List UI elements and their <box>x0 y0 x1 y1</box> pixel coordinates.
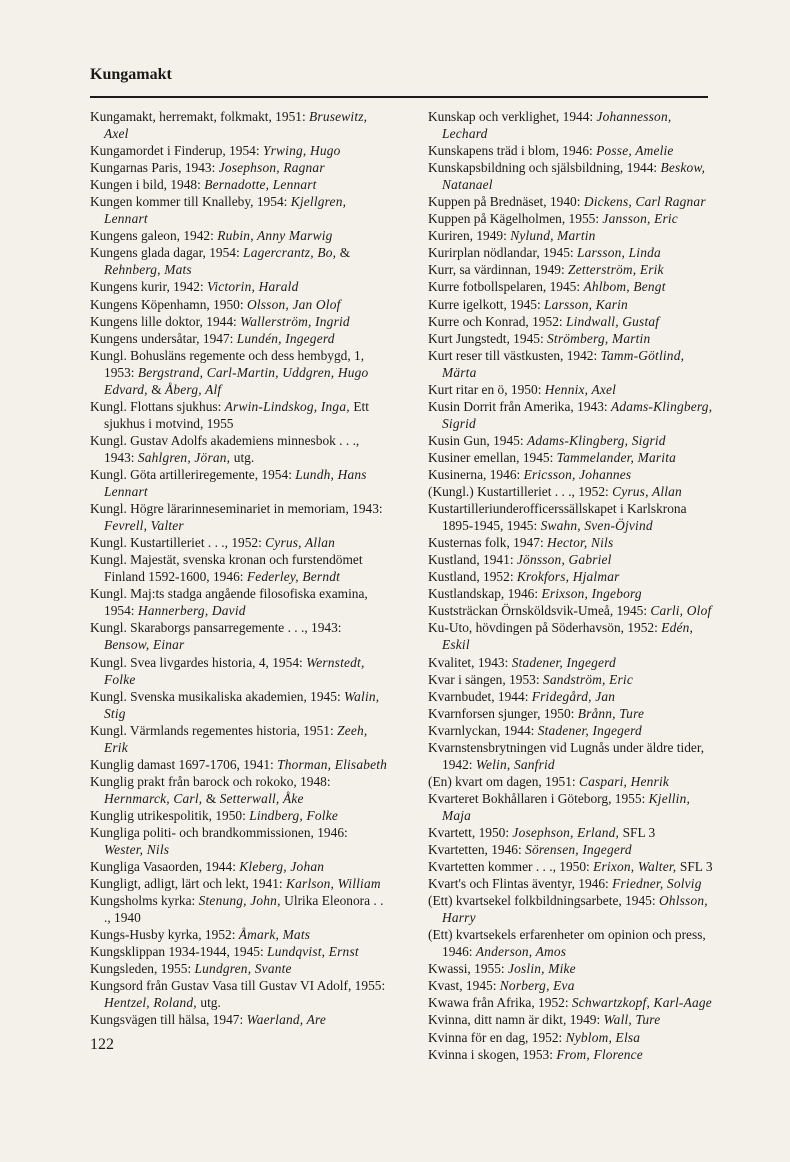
entry-title: Kungsord från Gustav Vasa till Gustav VI Adolf, 1955: <box>90 978 386 994</box>
index-entry <box>90 773 390 807</box>
entry-title: Kungl. Kustartilleriet . . ., 1952: <box>90 535 266 551</box>
index-entry <box>90 466 390 500</box>
index-entry <box>428 278 718 295</box>
entry-author: Hentzel, Roland, <box>104 995 201 1011</box>
entry-author: Caspari, Henrik <box>578 773 670 789</box>
entry-author: Kjellgren, Lennart <box>104 194 347 227</box>
entry-author: Yrwing, Hugo <box>262 143 341 159</box>
index-entry <box>428 142 718 159</box>
entry-title: Kungens lille doktor, 1944: <box>90 313 241 329</box>
index-entry <box>90 534 390 551</box>
entry-note: SFL 3 <box>679 859 713 875</box>
entry-author: Swahn, Sven-Öjvind <box>540 518 653 534</box>
entry-note: Ett sjukhus i motvind, 1955 <box>104 398 369 431</box>
index-entry <box>428 688 718 705</box>
index-entry <box>428 227 718 244</box>
entry-author: Federley, Berndt <box>246 569 341 585</box>
entry-author: From, Florence <box>556 1046 643 1062</box>
index-entry <box>428 534 718 551</box>
entry-title: Kvarteret Bokhållaren i Göteborg, 1955: <box>428 790 649 806</box>
entry-title: Kungens glada dagar, 1954: <box>90 245 244 261</box>
index-entry <box>90 142 390 159</box>
index-entry <box>90 960 390 977</box>
entry-title: Kustartilleriunderofficerssällskapet i Karlskrona 1895-1945, 1945: <box>428 501 687 534</box>
entry-author: Hennix, Axel <box>544 381 617 397</box>
entry-author: Tammelander, Marita <box>556 449 677 465</box>
index-entry <box>428 619 718 653</box>
entry-author: Lindberg, Folke <box>249 807 338 823</box>
entry-title: Kvarnforsen sjunger, 1950: <box>428 705 578 721</box>
entry-title: Kvartetten, 1946: <box>428 842 526 858</box>
entry-title: Kungl. Majestät, svenska kronan och furstendömet Finland 1592-1600, 1946: <box>90 552 363 585</box>
entry-title: Kungsholms kyrka: <box>90 893 199 909</box>
entry-author: Kjellin, Maja <box>442 790 691 823</box>
entry-author: Beskow, Natanael <box>442 160 706 193</box>
index-entry <box>428 994 718 1011</box>
entry-author: Nylund, Martin <box>510 228 596 244</box>
entry-title: Kwawa från Afrika, 1952: <box>428 995 572 1011</box>
entry-title: Kungl. Maj:ts stadga angående filosofiska examina, 1954: <box>90 586 368 619</box>
entry-author: Karlson, William <box>286 876 381 892</box>
index-entry <box>428 108 718 142</box>
entry-author: Hernmarck, Carl, <box>104 790 206 806</box>
index-entry <box>90 278 390 295</box>
entry-title: Kuppen på Brednäset, 1940: <box>428 194 584 210</box>
entry-author: Carli, Olof <box>650 603 712 619</box>
index-entry <box>428 347 718 381</box>
entry-title: Kungl. Svenska musikaliska akademien, 1945: <box>90 688 345 704</box>
entry-title: Kungliga politi- och brandkommissionen, 1946: <box>90 824 348 840</box>
index-entry <box>428 500 718 534</box>
entry-author: Fridegård, Jan <box>531 688 616 704</box>
entry-author: Lundqvist, Ernst <box>267 944 359 960</box>
entry-title: Kuststräckan Örnsköldsvik-Umeå, 1945: <box>428 603 651 619</box>
index-entry <box>428 705 718 722</box>
entry-title: Kunskapsbildning och själsbildning, 1944: <box>428 160 661 176</box>
right-column <box>428 108 718 1063</box>
entry-author: Stenung, John, <box>198 893 285 909</box>
entry-author: Stadener, Ingegerd <box>511 654 616 670</box>
index-entry <box>90 159 390 176</box>
index-entry <box>90 943 390 960</box>
index-entry <box>90 892 390 926</box>
index-entry <box>428 585 718 602</box>
left-column <box>90 108 390 1029</box>
index-entry <box>428 671 718 688</box>
entry-author: Victorin, Harald <box>207 279 299 295</box>
index-entry <box>428 398 718 432</box>
entry-title: Kungs-Husby kyrka, 1952: <box>90 927 239 943</box>
entry-title: Kungl. Värmlands regementes historia, 1951: <box>90 722 338 738</box>
entry-author: Rehnberg, Mats <box>104 262 192 278</box>
index-entry <box>90 619 390 653</box>
entry-author: Sandström, Eric <box>542 671 633 687</box>
entry-author: Hector, Nils <box>547 535 614 551</box>
index-entry <box>428 551 718 568</box>
entry-title: Kungl. Högre lärarinneseminariet in memoriam, 1943: <box>90 501 383 517</box>
entry-title: Kungen i bild, 1948: <box>90 177 205 193</box>
index-entry <box>90 688 390 722</box>
entry-author: Posse, Amelie <box>596 143 674 159</box>
entry-title: Kvarnbudet, 1944: <box>428 688 532 704</box>
entry-author: Brusewitz, Axel <box>104 109 368 142</box>
entry-author: Lundgren, Svante <box>194 961 292 977</box>
index-entry <box>428 960 718 977</box>
index-entry <box>428 824 718 841</box>
index-entry <box>428 432 718 449</box>
entry-title: Kurirplan nödlandar, 1945: <box>428 245 577 261</box>
entry-title: Kvinna för en dag, 1952: <box>428 1029 566 1045</box>
entry-author: Larsson, Karin <box>544 296 628 312</box>
entry-author: Sahlgren, Jöran, <box>137 449 234 465</box>
index-entry <box>90 807 390 824</box>
entry-title: Kusin Gun, 1945: <box>428 432 527 448</box>
entry-title: Kusinerna, 1946: <box>428 466 524 482</box>
index-entry <box>428 773 718 790</box>
entry-title: Kvast, 1945: <box>428 978 500 994</box>
index-entry <box>90 926 390 943</box>
entry-note: & <box>339 245 351 261</box>
entry-author: Arwin-Lindskog, Inga, <box>224 398 354 414</box>
entry-title: Kungl. Svea livgardes historia, 4, 1954: <box>90 654 307 670</box>
index-entry <box>90 824 390 858</box>
entry-title: Kurt Jungstedt, 1945: <box>428 330 548 346</box>
entry-title: Kungligt, adligt, lärt och lekt, 1941: <box>90 876 286 892</box>
entry-author: Olsson, Jan Olof <box>246 296 341 312</box>
entry-author: Nyblom, Elsa <box>565 1029 641 1045</box>
entry-title: Kvinna i skogen, 1953: <box>428 1046 557 1062</box>
entry-title: Kungamordet i Finderup, 1954: <box>90 143 263 159</box>
entry-title: Kvarnlyckan, 1944: <box>428 722 538 738</box>
entry-author: Jansson, Eric <box>602 211 678 227</box>
entry-title: Kunglig damast 1697-1706, 1941: <box>90 756 278 772</box>
entry-title: (En) kvart om dagen, 1951: <box>428 773 579 789</box>
entry-note: utg. <box>233 449 255 465</box>
entry-author: Erixson, Ingeborg <box>541 586 642 602</box>
entry-title: Kungens Köpenhamn, 1950: <box>90 296 247 312</box>
entry-title: Kusin Dorrit från Amerika, 1943: <box>428 398 611 414</box>
entry-author: Bergstrand, Carl-Martin, Uddgren, Hugo Edvard, <box>104 364 369 397</box>
entry-title: Kurre igelkott, 1945: <box>428 296 545 312</box>
entry-title: Kvarnstensbrytningen vid Lugnås under äldre tider, 1942: <box>428 739 705 772</box>
index-entry <box>428 381 718 398</box>
entry-title: Kungen kommer till Knalleby, 1954: <box>90 194 291 210</box>
index-entry <box>428 244 718 261</box>
entry-author: Anderson, Amos <box>475 944 567 960</box>
entry-title: Ku-Uto, hövdingen på Söderhavsön, 1952: <box>428 620 662 636</box>
entry-author: Lagercrantz, Bo, <box>243 245 340 261</box>
entry-author: Bensow, Einar <box>104 637 185 653</box>
entry-title: Kungarnas Paris, 1943: <box>90 160 219 176</box>
entry-author: Krokfors, Hjalmar <box>516 569 620 585</box>
entry-title: Kvartett, 1950: <box>428 824 513 840</box>
entry-author: Schwartzkopf, Karl-Aage <box>571 995 712 1011</box>
entry-author: Joslin, Mike <box>507 961 576 977</box>
entry-author: Lindwall, Gustaf <box>565 313 660 329</box>
entry-author: Cyrus, Allan <box>265 535 336 551</box>
index-entry <box>90 244 390 278</box>
entry-author: Hannerberg, David <box>137 603 246 619</box>
index-entry <box>428 193 718 210</box>
entry-title: Kurre fotbollspelaren, 1945: <box>428 279 584 295</box>
index-entry <box>428 1029 718 1046</box>
entry-title: Kungl. Flottans sjukhus: <box>90 398 225 414</box>
entry-author: Åberg, Alf <box>164 381 222 397</box>
entry-title: Kunskapens träd i blom, 1946: <box>428 143 597 159</box>
entry-title: Kunskap och verklighet, 1944: <box>428 109 597 124</box>
index-entry <box>428 875 718 892</box>
index-entry <box>90 347 390 398</box>
index-entry <box>428 790 718 824</box>
page-number: 122 <box>90 1036 114 1053</box>
entry-author: Cyrus, Allan <box>612 484 682 500</box>
index-entry <box>90 585 390 619</box>
entry-title: (Ett) kvartsekel folkbildningsarbete, 1945: <box>428 893 659 909</box>
entry-title: Kungens undersåtar, 1947: <box>90 330 237 346</box>
entry-title: Kvar i sängen, 1953: <box>428 671 543 687</box>
entry-author: Waerland, Are <box>246 1012 327 1028</box>
entry-author: Wall, Ture <box>603 1012 661 1028</box>
entry-author: Ohlsson, Harry <box>442 893 708 926</box>
entry-title: Kurre och Konrad, 1952: <box>428 313 566 329</box>
entry-author: Wernstedt, Folke <box>104 654 365 687</box>
index-entry <box>90 756 390 773</box>
entry-title: Kungl. Gustav Adolfs akademiens minnesbok . . ., 1943: <box>90 432 360 465</box>
entry-author: Zeeh, Erik <box>104 722 368 755</box>
index-entry <box>428 1011 718 1028</box>
entry-author: Fevrell, Valter <box>104 518 184 534</box>
entry-title: (Ett) kvartsekels erfarenheter om opinion och press, 1946: <box>428 927 706 960</box>
entry-author: Rubin, Anny Marwig <box>217 228 333 244</box>
entry-title: Kungsklippan 1934-1944, 1945: <box>90 944 268 960</box>
entry-title: Kusiner emellan, 1945: <box>428 449 557 465</box>
entry-author: Erixon, Walter, <box>593 859 680 875</box>
entry-title: Kustlandskap, 1946: <box>428 586 542 602</box>
entry-author: Josephson, Ragnar <box>218 160 325 176</box>
entry-note: utg. <box>200 995 221 1011</box>
index-entry <box>428 330 718 347</box>
index-entry <box>428 926 718 960</box>
index-entry <box>428 159 718 193</box>
entry-author: Lundén, Ingegerd <box>236 330 335 346</box>
entry-author: Wallerström, Ingrid <box>240 313 350 329</box>
entry-title: Kwassi, 1955: <box>428 961 508 977</box>
entry-author: Lundh, Hans Lennart <box>104 466 367 500</box>
index-entry <box>90 296 390 313</box>
index-entry <box>428 1046 718 1063</box>
index-entry <box>90 227 390 244</box>
entry-author: Adams-Klingberg, Sigrid <box>442 398 713 431</box>
entry-title: Kurr, sa värdinnan, 1949: <box>428 262 569 278</box>
entry-author: Tamm-Götlind, Märta <box>442 347 685 380</box>
entry-author: Strömberg, Martin <box>547 330 651 346</box>
index-entry <box>428 858 718 875</box>
entry-title: Kungliga Vasaorden, 1944: <box>90 859 240 875</box>
entry-title: Kustland, 1952: <box>428 569 517 585</box>
index-entry <box>428 296 718 313</box>
index-entry <box>90 722 390 756</box>
index-entry <box>428 466 718 483</box>
index-entry <box>428 568 718 585</box>
entry-author: Welin, Sanfrid <box>475 756 555 772</box>
index-entry <box>428 654 718 671</box>
entry-author: Dickens, Carl Ragnar <box>583 194 706 210</box>
entry-title: Kungl. Bohusläns regemente och dess hembygd, 1, 1953: <box>90 347 365 380</box>
entry-title: Kustland, 1941: <box>428 552 517 568</box>
entry-author: Setterwall, Åke <box>219 790 304 806</box>
index-entry <box>90 398 390 432</box>
entry-author: Ahlbom, Bengt <box>583 279 666 295</box>
entry-note: & <box>151 381 165 397</box>
entry-title: Kungamakt, herremakt, folkmakt, 1951: <box>90 109 310 124</box>
entry-title: Kunglig prakt från barock och rokoko, 1948: <box>90 773 331 789</box>
entry-author: Edén, Eskil <box>442 620 694 653</box>
entry-title: Kvart's och Flintas äventyr, 1946: <box>428 876 613 892</box>
entry-title: Kungsvägen till hälsa, 1947: <box>90 1012 247 1028</box>
entry-author: Friedner, Solvig <box>612 876 702 892</box>
entry-author: Sörensen, Ingegerd <box>525 842 632 858</box>
entry-title: Kungsleden, 1955: <box>90 961 195 977</box>
index-entry <box>428 483 718 500</box>
index-entry <box>90 313 390 330</box>
index-entry <box>428 722 718 739</box>
entry-author: Ericsson, Johannes <box>523 466 632 482</box>
index-entry <box>428 892 718 926</box>
entry-note: Ulrika Eleonora . . ., 1940 <box>104 893 384 926</box>
index-entry <box>90 1011 390 1028</box>
index-entry <box>90 977 390 1011</box>
entry-author: Jönsson, Gabriel <box>516 552 612 568</box>
entry-note: & <box>205 790 220 806</box>
entry-title: Kungl. Skaraborgs pansarregemente . . ., 1943: <box>90 620 342 636</box>
entry-author: Kleberg, Johan <box>239 859 325 875</box>
index-entry <box>90 193 390 227</box>
index-entry <box>90 858 390 875</box>
entry-title: Kungens kurir, 1942: <box>90 279 207 295</box>
entry-title: Kvalitet, 1943: <box>428 654 512 670</box>
page-title: Kungamakt <box>90 66 172 83</box>
index-entry <box>90 654 390 688</box>
index-entry <box>90 108 390 142</box>
entry-title: Kurt ritar en ö, 1950: <box>428 381 545 397</box>
entry-author: Bernadotte, Lennart <box>204 177 317 193</box>
entry-note: SFL 3 <box>622 824 656 840</box>
header-rule <box>90 96 708 98</box>
entry-author: Zetterström, Erik <box>568 262 664 278</box>
index-entry <box>428 261 718 278</box>
index-entry <box>90 500 390 534</box>
entry-author: Wester, Nils <box>104 842 170 858</box>
index-entry <box>90 875 390 892</box>
entry-title: Kvartetten kommer . . ., 1950: <box>428 859 594 875</box>
entry-author: Stadener, Ingegerd <box>537 722 642 738</box>
index-entry <box>428 977 718 994</box>
entry-author: Brånn, Ture <box>577 705 645 721</box>
entry-title: Kungens galeon, 1942: <box>90 228 218 244</box>
entry-author: Åmark, Mats <box>238 927 311 943</box>
index-entry <box>428 841 718 858</box>
entry-title: Kungl. Göta artilleriregemente, 1954: <box>90 466 296 482</box>
entry-title: Kvinna, ditt namn är dikt, 1949: <box>428 1012 604 1028</box>
entry-author: Johannesson, Lechard <box>442 109 672 142</box>
index-entry <box>90 432 390 466</box>
index-entry <box>428 210 718 227</box>
entry-title: Kuriren, 1949: <box>428 228 511 244</box>
index-entry <box>428 602 718 619</box>
index-entry <box>90 551 390 585</box>
index-entry <box>90 330 390 347</box>
index-entry <box>428 313 718 330</box>
entry-author: Josephson, Erland, <box>512 824 623 840</box>
entry-author: Larsson, Linda <box>576 245 661 261</box>
entry-title: Kusternas folk, 1947: <box>428 535 548 551</box>
entry-author: Thorman, Elisabeth <box>277 756 388 772</box>
index-entry <box>90 176 390 193</box>
entry-author: Walin, Stig <box>104 688 380 721</box>
entry-title: Kunglig utrikespolitik, 1950: <box>90 807 250 823</box>
entry-title: Kuppen på Kägelholmen, 1955: <box>428 211 603 227</box>
entry-author: Adams-Klingberg, Sigrid <box>526 432 666 448</box>
entry-title: Kurt reser till västkusten, 1942: <box>428 347 601 363</box>
index-entry <box>428 449 718 466</box>
entry-author: Norberg, Eva <box>499 978 575 994</box>
entry-title: (Kungl.) Kustartilleriet . . ., 1952: <box>428 484 613 500</box>
index-entry <box>428 739 718 773</box>
